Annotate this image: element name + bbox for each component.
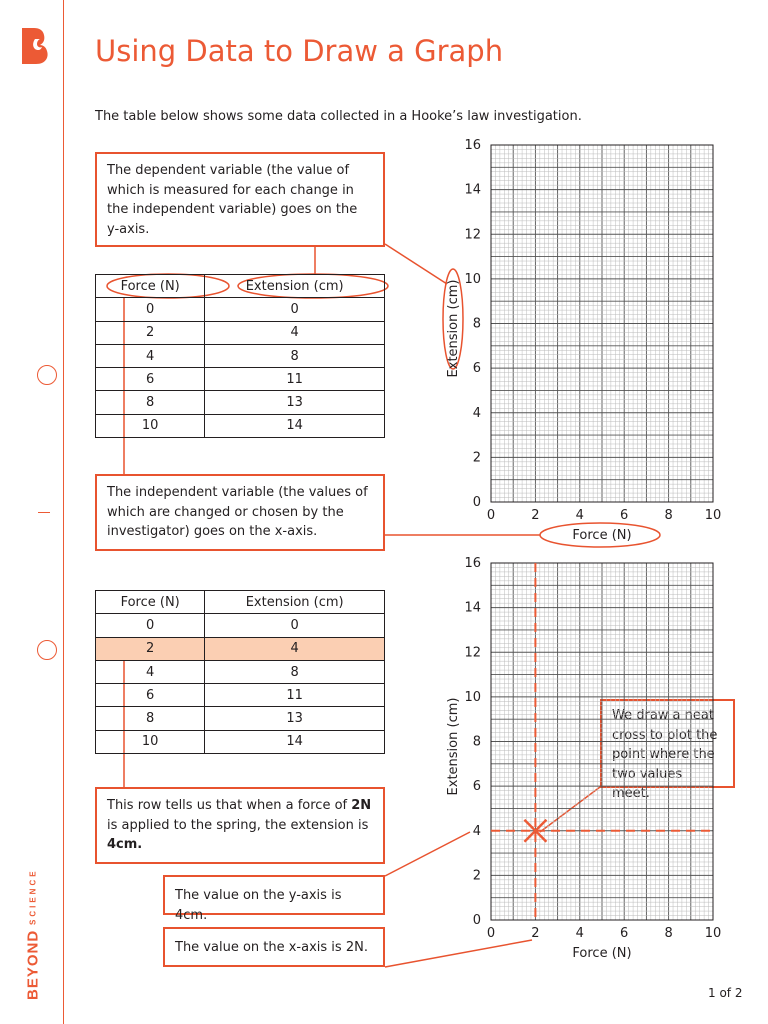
x-tick-label: 0 (486, 508, 496, 523)
connector-dependent-axis (385, 244, 447, 284)
x-value-callout (163, 927, 385, 967)
cell-force: 6 (96, 368, 205, 391)
brand-subword: SCIENCE (28, 868, 38, 925)
cell-force: 2 (96, 637, 205, 660)
x-tick-label: 10 (704, 508, 722, 523)
row-explanation-callout (95, 787, 385, 864)
cell-extension: 13 (205, 707, 385, 730)
x-tick-label: 8 (664, 508, 673, 523)
cell-force: 0 (96, 614, 205, 637)
x-tick-label: 10 (704, 926, 722, 941)
x-tick-label: 6 (620, 508, 629, 523)
row-force-value: 2N (351, 798, 372, 813)
graph-plotted (440, 553, 730, 963)
y-tick-label: 12 (464, 645, 481, 661)
cross-text: We draw a neat cross to plot the point where the two values meet. (612, 708, 718, 801)
y-tick-label: 14 (464, 182, 481, 198)
cell-force: 10 (96, 730, 205, 753)
table-row (96, 298, 385, 321)
y-axis-label: Extension (cm) (446, 279, 461, 378)
table-row (96, 730, 385, 753)
cell-extension: 14 (205, 414, 385, 437)
grid (491, 145, 713, 502)
cell-force: 4 (96, 344, 205, 367)
table-header-row (96, 591, 385, 614)
y-value-callout (163, 875, 385, 923)
y-value-text: The value on the y-axis is 4cm. (175, 888, 342, 923)
y-tick-label: 6 (472, 779, 481, 795)
x-tick-label: 8 (664, 926, 673, 941)
y-tick-label: 10 (464, 689, 481, 705)
independent-variable-callout (95, 474, 385, 551)
y-tick-label: 4 (472, 823, 481, 839)
header-force: Force (N) (96, 275, 205, 298)
y-tick-label: 6 (472, 361, 481, 377)
cell-extension: 13 (205, 391, 385, 414)
brand-word: BEYOND (24, 929, 42, 1000)
table-row-highlighted (96, 637, 385, 660)
cell-extension: 4 (205, 321, 385, 344)
y-tick-label: 2 (472, 868, 481, 884)
cell-extension: 8 (205, 660, 385, 683)
grid (491, 563, 713, 920)
graph-empty (440, 135, 730, 545)
y-axis-label: Extension (cm) (446, 697, 461, 796)
row-explanation-prefix: This row tells us that when a force of (107, 798, 348, 813)
dependent-variable-callout (95, 152, 385, 247)
y-tick-label: 0 (472, 495, 481, 510)
table-row (96, 414, 385, 437)
x-tick-label: 2 (531, 508, 540, 523)
x-tick-label: 2 (531, 926, 540, 941)
header-extension: Extension (cm) (205, 275, 385, 298)
table-row (96, 684, 385, 707)
table-row (96, 707, 385, 730)
cell-extension: 11 (205, 368, 385, 391)
table-row (96, 368, 385, 391)
x-tick-label: 0 (486, 926, 496, 941)
x-tick-label: 4 (575, 926, 584, 941)
x-axis-label: Force (N) (572, 528, 632, 543)
cell-extension: 4 (205, 637, 385, 660)
cell-extension: 11 (205, 684, 385, 707)
y-tick-label: 10 (464, 271, 481, 287)
data-table (95, 274, 385, 438)
cell-force: 2 (96, 321, 205, 344)
y-tick-label: 8 (472, 734, 481, 750)
cell-extension: 0 (205, 298, 385, 321)
row-explanation-mid: is applied to the spring, the extension is (107, 817, 369, 833)
table-row (96, 391, 385, 414)
table-header-row (96, 275, 385, 298)
table-row (96, 614, 385, 637)
header-extension: Extension (cm) (205, 591, 385, 614)
x-tick-label: 6 (620, 926, 629, 941)
cell-extension: 14 (205, 730, 385, 753)
y-tick-label: 2 (472, 450, 481, 466)
x-axis-label: Force (N) (572, 946, 632, 961)
y-tick-label: 16 (464, 138, 481, 153)
cell-extension: 0 (205, 614, 385, 637)
y-tick-label: 16 (464, 556, 481, 571)
y-tick-label: 8 (472, 316, 481, 332)
cell-force: 10 (96, 414, 205, 437)
table-row (96, 660, 385, 683)
table-row (96, 344, 385, 367)
y-tick-label: 0 (472, 913, 481, 928)
page-number: 1 of 2 (708, 986, 743, 1000)
y-tick-label: 4 (472, 405, 481, 421)
dependent-variable-text: The dependent variable (the value of which is measured for each change in the independent variable) goes on the y-axis. (107, 163, 358, 237)
row-extension-value: 4cm. (107, 837, 143, 852)
x-value-text: The value on the x-axis is 2N. (175, 940, 368, 955)
intro-text: The table below shows some data collected in a Hooke’s law investigation. (95, 109, 582, 124)
cell-force: 8 (96, 707, 205, 730)
y-tick-label: 12 (464, 227, 481, 243)
y-tick-label: 14 (464, 600, 481, 616)
independent-variable-text: The independent variable (the values of which are changed or chosen by the investigator) goes on the x-axis. (107, 485, 368, 539)
header-force: Force (N) (96, 591, 205, 614)
cell-extension: 8 (205, 344, 385, 367)
table-row (96, 321, 385, 344)
data-table-highlighted (95, 590, 385, 754)
x-tick-label: 4 (575, 508, 584, 523)
cell-force: 8 (96, 391, 205, 414)
cell-force: 6 (96, 684, 205, 707)
cell-force: 0 (96, 298, 205, 321)
page-title: Using Data to Draw a Graph (95, 34, 504, 68)
cell-force: 4 (96, 660, 205, 683)
